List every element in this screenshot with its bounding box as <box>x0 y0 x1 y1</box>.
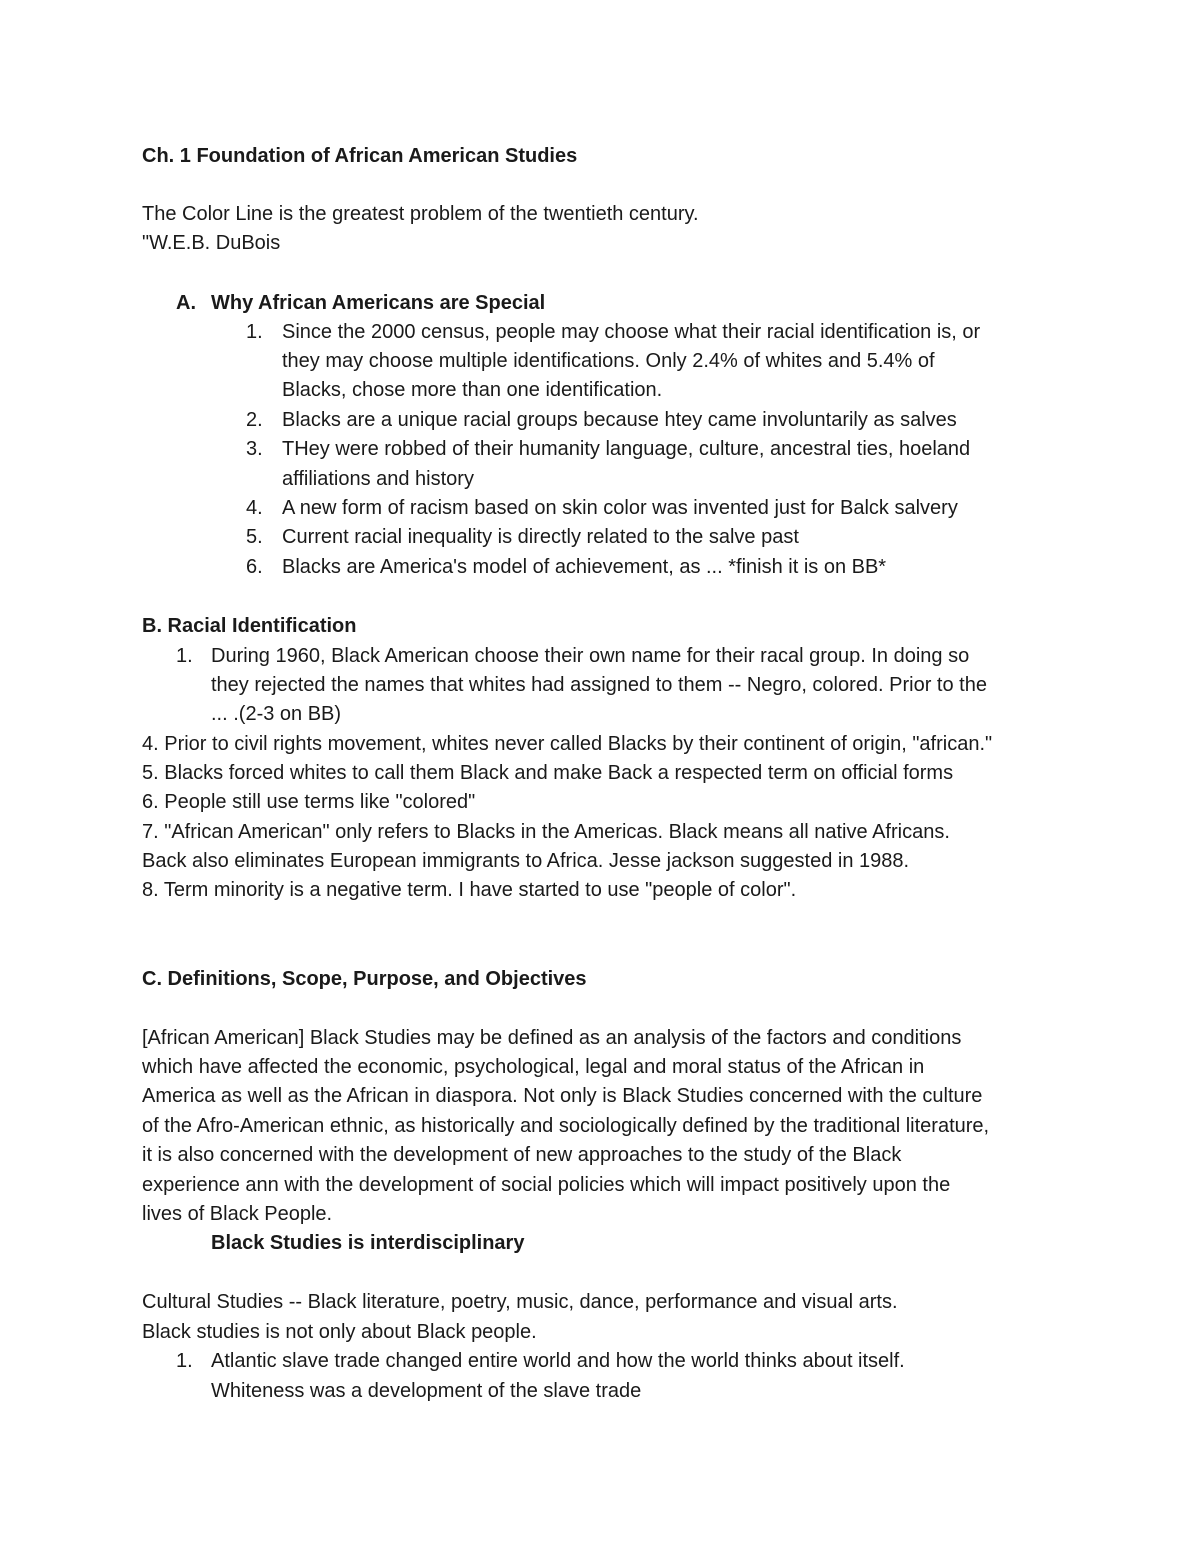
list-item-line: During 1960, Black American choose their own name for their racal group. In doing so <box>211 645 970 667</box>
section-b-heading: B. Racial Identification <box>142 615 357 637</box>
list-item-line: Current racial inequality is directly related to the salve past <box>282 526 799 548</box>
paragraph-line: lives of Black People. <box>142 1203 333 1225</box>
text-line: 8. Term minority is a negative term. I have started to use "people of color". <box>142 879 797 901</box>
list-number: 6. <box>246 556 263 578</box>
page-title: Ch. 1 Foundation of African American Studies <box>142 145 578 167</box>
list-item-line: Since the 2000 census, people may choose what their racial identification is, or <box>282 321 981 343</box>
paragraph-line: [African American] Black Studies may be defined as an analysis of the factors and conditions <box>142 1027 962 1049</box>
list-item-line: Atlantic slave trade changed entire world and how the world thinks about itself. <box>211 1350 905 1372</box>
list-item-line: Whiteness was a development of the slave trade <box>211 1380 642 1402</box>
text-line: 5. Blacks forced whites to call them Black and make Back a respected term on official forms <box>142 762 954 784</box>
section-c-heading: C. Definitions, Scope, Purpose, and Objectives <box>142 968 587 990</box>
text-line: Back also eliminates European immigrants to Africa. Jesse jackson suggested in 1988. <box>142 850 910 872</box>
text-line: 6. People still use terms like "colored" <box>142 791 476 813</box>
list-number: 1. <box>246 321 263 343</box>
list-item-line: Blacks, chose more than one identification. <box>282 379 663 401</box>
list-item-line: THey were robbed of their humanity language, culture, ancestral ties, hoeland <box>282 438 971 460</box>
quote-text: The Color Line is the greatest problem of the twentieth century. <box>142 203 699 225</box>
text-line: 4. Prior to civil rights movement, whites never called Blacks by their continent of origin, "african." <box>142 733 993 755</box>
list-number: 2. <box>246 409 263 431</box>
text-line: Black studies is not only about Black people. <box>142 1321 537 1343</box>
list-item-line: ... .(2-3 on BB) <box>211 703 342 725</box>
paragraph-line: experience ann with the development of social policies which will impact positively upon the <box>142 1174 951 1196</box>
paragraph-line: America as well as the African in diaspora. Not only is Black Studies concerned with the culture <box>142 1085 983 1107</box>
paragraph-line: it is also concerned with the development of new approaches to the study of the Black <box>142 1144 902 1166</box>
list-number: 1. <box>176 645 193 667</box>
list-item-line: affiliations and history <box>282 468 474 490</box>
list-number: 3. <box>246 438 263 460</box>
section-a-heading: Why African Americans are Special <box>211 292 546 314</box>
list-number: 5. <box>246 526 263 548</box>
list-item-line: A new form of racism based on skin color was invented just for Balck salvery <box>282 497 958 519</box>
section-c-subheading: Black Studies is interdisciplinary <box>211 1232 525 1254</box>
text-line: Cultural Studies -- Black literature, poetry, music, dance, performance and visual arts. <box>142 1291 898 1313</box>
list-item-line: Blacks are a unique racial groups because htey came involuntarily as salves <box>282 409 957 431</box>
list-item-line: they may choose multiple identifications. Only 2.4% of whites and 5.4% of <box>282 350 935 372</box>
list-item-line: they rejected the names that whites had assigned to them -- Negro, colored. Prior to the <box>211 674 987 696</box>
paragraph-line: which have affected the economic, psychological, legal and moral status of the African in <box>142 1056 925 1078</box>
list-number: 1. <box>176 1350 193 1372</box>
section-a-marker: A. <box>176 292 196 314</box>
list-number: 4. <box>246 497 263 519</box>
paragraph-line: of the Afro-American ethnic, as historically and sociologically defined by the traditional literature, <box>142 1115 990 1137</box>
list-item-line: Blacks are America's model of achievement, as ... *finish it is on BB* <box>282 556 887 578</box>
text-line: 7. "African American" only refers to Blacks in the Americas. Black means all native Africans. <box>142 821 950 843</box>
quote-author: "W.E.B. DuBois <box>142 232 281 254</box>
